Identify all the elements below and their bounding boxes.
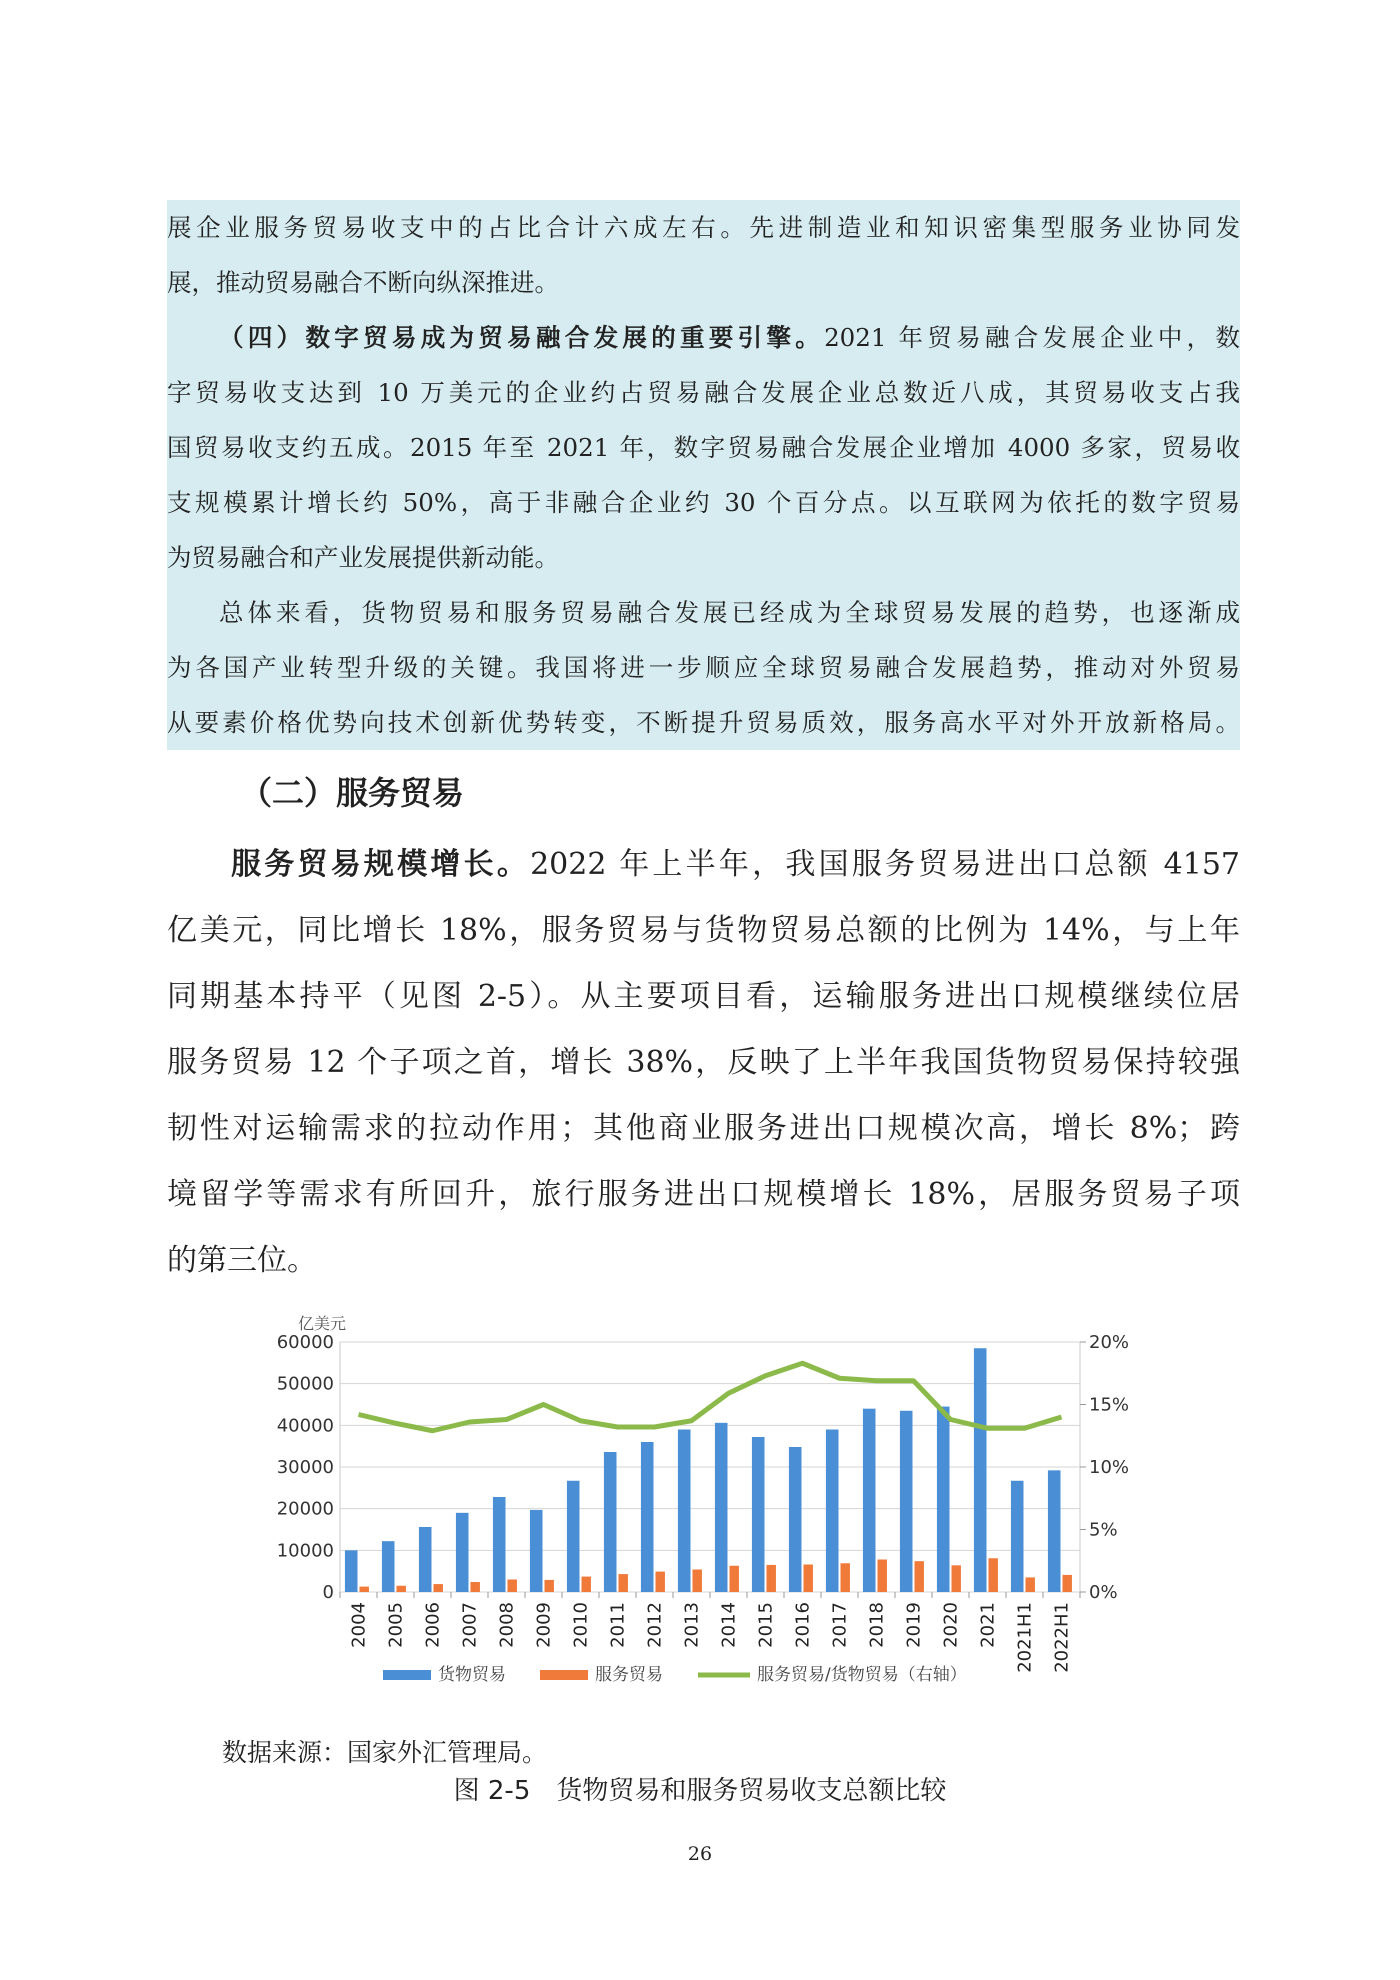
goods-bar [789, 1447, 802, 1592]
services-bar [1063, 1575, 1072, 1592]
goods-bar [752, 1437, 765, 1592]
page-number: 26 [687, 1843, 713, 1865]
data-source: 数据来源：国家外汇管理局。 [222, 1738, 548, 1767]
y2-tick-label: 20% [1089, 1332, 1130, 1353]
main-paragraph [167, 832, 1240, 1294]
goods-bar [567, 1481, 580, 1592]
y-tick-label: 60000 [276, 1332, 334, 1353]
legend-label-services: 服务贸易 [595, 1665, 663, 1685]
goods-bar [974, 1348, 987, 1592]
legend-swatch-services [540, 1670, 588, 1680]
x-tick-label: 2020 [940, 1602, 962, 1648]
services-bar [471, 1582, 480, 1592]
lead-bold: 服务贸易规模增长。 [231, 847, 531, 882]
y2-tick-label: 0% [1089, 1582, 1118, 1603]
goods-bar [900, 1411, 913, 1592]
services-bar [767, 1565, 776, 1592]
box-line: 字贸易收支达到 10 万美元的企业约占贸易融合发展企业总数近八成，其贸易收支占我 [167, 378, 1240, 407]
y2-tick-label: 15% [1089, 1394, 1130, 1416]
y-tick-label: 40000 [276, 1415, 334, 1437]
body-line: 同期基本持平（见图 2-5）。从主要项目看，运输服务进出口规模继续位居 [167, 979, 1240, 1014]
goods-bar [419, 1527, 432, 1592]
services-bar [989, 1558, 998, 1592]
services-bar [545, 1580, 554, 1592]
legend-label-ratio: 服务贸易/货物贸易（右轴） [757, 1665, 967, 1685]
x-tick-label: 2021H1 [1014, 1602, 1036, 1673]
x-tick-label: 2009 [533, 1602, 555, 1648]
x-tick-label: 2008 [496, 1602, 518, 1648]
services-bar [804, 1565, 813, 1593]
x-tick-label: 2007 [459, 1602, 481, 1648]
y-tick-label: 30000 [276, 1457, 334, 1478]
legend-label-goods: 货物贸易 [438, 1665, 506, 1685]
services-bar [397, 1586, 406, 1592]
body-line: 境留学等需求有所回升，旅行服务进出口规模增长 18%，居服务贸易子项 [167, 1177, 1240, 1212]
box-line: 支规模累计增长约 50%，高于非融合企业约 30 个百分点。以互联网为依托的数字贸易 [167, 488, 1240, 517]
y-tick-label: 10000 [276, 1540, 334, 1562]
body-line [167, 832, 1240, 898]
body-line: 服务贸易 12 个子项之首，增长 38%，反映了上半年我国货物贸易保持较强 [167, 1045, 1240, 1080]
goods-bar [715, 1423, 728, 1592]
goods-bar [493, 1497, 506, 1592]
services-bar [619, 1574, 628, 1592]
services-bar [841, 1563, 850, 1592]
y2-tick-label: 10% [1089, 1457, 1130, 1478]
box-text: 2021 年贸易融合发展企业中，数 [824, 323, 1240, 352]
legend-swatch-goods [383, 1670, 431, 1680]
body-line: 的第三位。 [167, 1243, 317, 1278]
goods-bar [826, 1430, 839, 1593]
x-tick-label: 2010 [570, 1602, 592, 1648]
goods-bar [678, 1430, 691, 1593]
services-bar [434, 1584, 443, 1592]
goods-bar [641, 1442, 654, 1592]
box-subheading: （四）数字贸易成为贸易融合发展的重要引擎。 [219, 323, 825, 352]
services-bar [508, 1580, 517, 1593]
goods-bar [456, 1513, 469, 1592]
x-tick-label: 2019 [903, 1602, 925, 1648]
y-tick-label: 0 [322, 1582, 334, 1603]
x-tick-label: 2015 [755, 1602, 777, 1648]
box-line: 从要素价格优势向技术创新优势转变，不断提升贸易质效，服务高水平对外开放新格局。 [167, 708, 1240, 737]
goods-bar [604, 1452, 617, 1592]
goods-bar [530, 1510, 543, 1592]
box-line [167, 310, 1240, 365]
box-line: 为各国产业转型升级的关键。我国将进一步顺应全球贸易融合发展趋势，推动对外贸易 [167, 653, 1240, 682]
goods-bar [1048, 1470, 1061, 1592]
services-bar [1026, 1577, 1035, 1592]
x-tick-label: 2017 [829, 1602, 851, 1648]
x-tick-label: 2005 [385, 1602, 407, 1648]
x-tick-label: 2013 [681, 1602, 703, 1648]
goods-bar [382, 1541, 395, 1592]
services-bar [952, 1565, 961, 1592]
x-tick-label: 2014 [718, 1602, 740, 1648]
y2-tick-label: 5% [1089, 1519, 1118, 1541]
box-line: 为贸易融合和产业发展提供新动能。 [167, 543, 559, 572]
services-bar [360, 1587, 369, 1592]
box-line: 总体来看，货物贸易和服务贸易融合发展已经成为全球贸易发展的趋势，也逐渐成 [219, 598, 1240, 627]
y-axis-unit: 亿美元 [298, 1314, 347, 1333]
body-line: 韧性对运输需求的拉动作用；其他商业服务进出口规模次高，增长 8%；跨 [167, 1111, 1240, 1146]
y-tick-label: 20000 [276, 1498, 334, 1520]
y-tick-label: 50000 [276, 1373, 334, 1395]
x-tick-label: 2016 [792, 1602, 814, 1648]
x-tick-label: 2006 [422, 1602, 444, 1648]
services-bar [656, 1572, 665, 1592]
x-tick-label: 2011 [607, 1602, 629, 1648]
services-bar [878, 1560, 887, 1593]
box-line: 展企业服务贸易收支中的占比合计六成左右。先进制造业和知识密集型服务业协同发 [167, 213, 1240, 242]
goods-bar [1011, 1481, 1024, 1592]
services-bar [582, 1577, 591, 1592]
figure-caption: 图 2-5 货物贸易和服务贸易收支总额比较 [453, 1776, 947, 1806]
services-bar [730, 1566, 739, 1592]
goods-bar [863, 1409, 876, 1592]
highlight-box [167, 200, 1240, 750]
lead-text: 2022 年上半年，我国服务贸易进出口总额 4157 [530, 847, 1240, 882]
x-tick-label: 2022H1 [1051, 1602, 1073, 1673]
x-tick-label: 2012 [644, 1602, 666, 1648]
services-bar [915, 1561, 924, 1592]
box-line: 国贸易收支约五成。2015 年至 2021 年，数字贸易融合发展企业增加 4000 多家，贸易收 [167, 433, 1240, 462]
section-heading: （二）服务贸易 [240, 774, 465, 812]
goods-bar [937, 1407, 950, 1592]
services-bar [693, 1570, 702, 1593]
x-tick-label: 2021 [977, 1602, 999, 1648]
trade-chart [250, 1300, 1130, 1700]
x-tick-label: 2018 [866, 1602, 888, 1648]
box-line: 展，推动贸易融合不断向纵深推进。 [167, 268, 559, 297]
goods-bar [345, 1550, 358, 1592]
x-tick-label: 2004 [348, 1602, 370, 1648]
body-line: 亿美元，同比增长 18%，服务贸易与货物贸易总额的比例为 14%，与上年 [167, 913, 1240, 948]
